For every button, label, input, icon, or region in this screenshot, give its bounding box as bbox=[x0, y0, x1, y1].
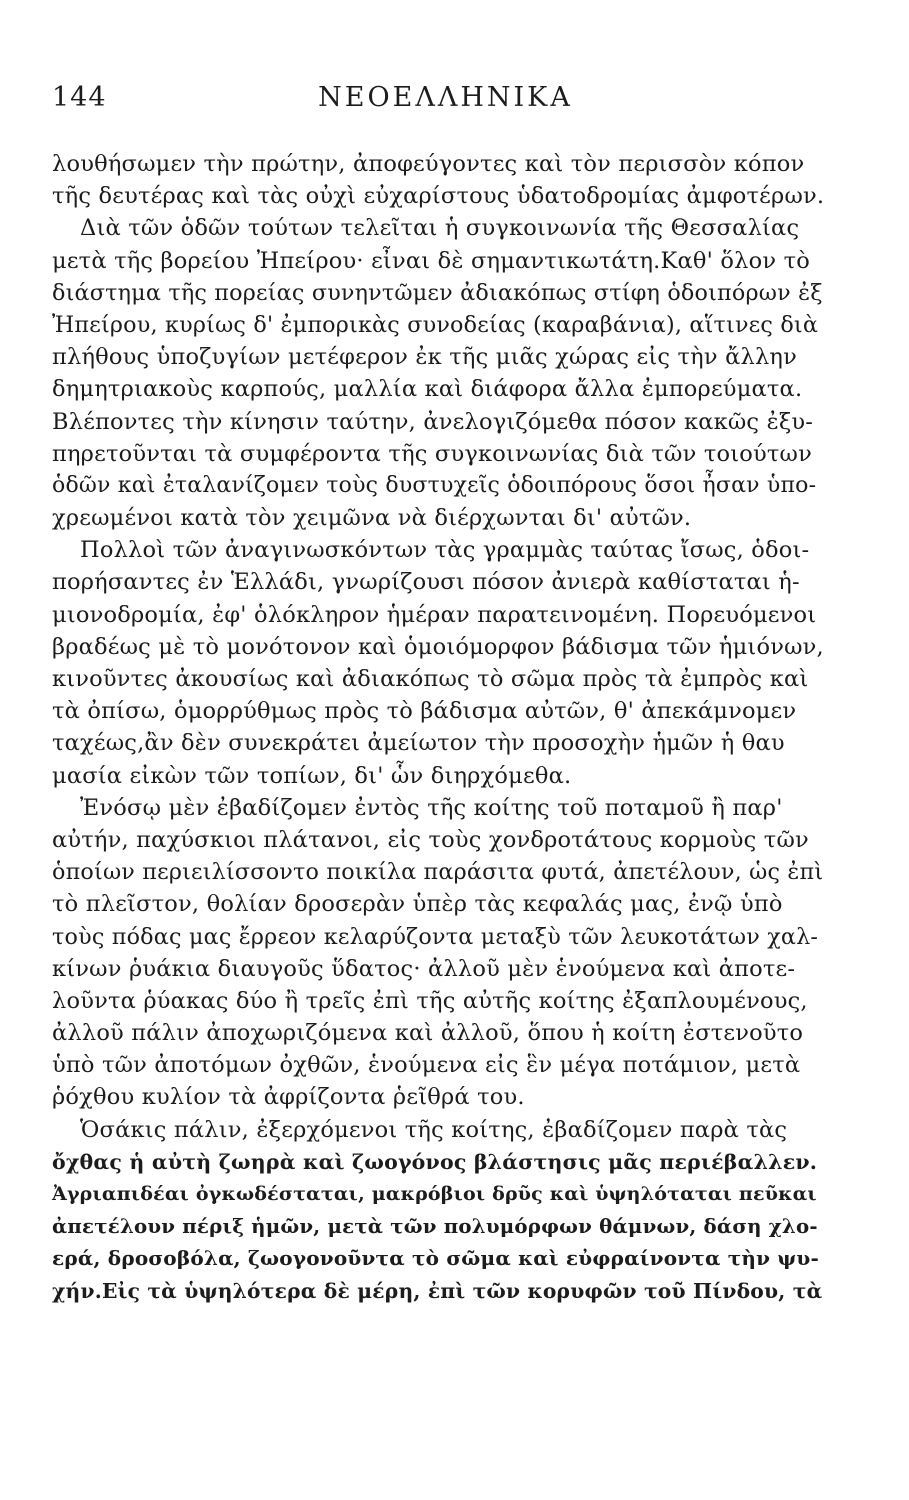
text-line: χήν.Εἰς τὰ ὑψηλότερα δὲ μέρη, ἐπὶ τῶν κορυφῶν τοῦ Πίνδου, τὰ bbox=[52, 1278, 823, 1303]
text-line: τοὺς πόδας μας ἔρρεον κελαρύζοντα μεταξὺ τῶν λευκοτάτων χαλ- bbox=[52, 923, 819, 950]
text-line: διάστημα τῆς πορείας συνηντῶμεν ἀδιακόπως στίφη ὁδοιπόρων ἐξ bbox=[52, 279, 823, 306]
text-line: τὸ πλεῖστον, θολίαν δροσερὰν ὑπὲρ τὰς κεφαλάς μας, ἐνῷ ὑπὸ bbox=[52, 891, 783, 918]
text-line: Πολλοὶ τῶν ἀναγινωσκόντων τὰς γραμμὰς ταύτας ἴσως, ὁδοι- bbox=[80, 537, 810, 564]
text-line: αὐτήν, παχύσκιοι πλάτανοι, εἰς τοὺς χονδροτάτους κορμοὺς τῶν bbox=[52, 826, 809, 853]
text-line: ὄχθας ἡ αὐτὴ ζωηρὰ καὶ ζωογόνος βλάστησις μᾶς περιέβαλλεν. bbox=[52, 1149, 818, 1174]
text-line: πλήθους ὑποζυγίων μετέφερον ἐκ τῆς μιᾶς χώρας εἰς τὴν ἄλλην bbox=[52, 344, 797, 371]
text-line: μιονοδρομία, ἐφ' ὁλόκληρον ἡμέραν παρατεινομένη. Πορευόμενοι bbox=[52, 601, 817, 628]
text-line: πορήσαντες ἐν Ἑλλάδι, γνωρίζουσι πόσον ἀνιερὰ καθίσταται ἡ- bbox=[52, 569, 800, 596]
text-line: δημητριακοὺς καρπούς, μαλλία καὶ διάφορα ἄλλα ἐμπορεύματα. bbox=[52, 376, 803, 403]
text-line: λουθήσωμεν τὴν πρώτην, ἀποφεύγοντες καὶ τὸν περισσὸν κόπον bbox=[52, 151, 805, 177]
text-line: Ἠπείρου, κυρίως δ' ἐμπορικὰς συνοδείας (καραβάνια), αἵτινες διὰ bbox=[52, 311, 819, 338]
page-number: 144 bbox=[52, 82, 107, 113]
text-line: μασία εἰκὼν τῶν τοπίων, δι' ὧν διηρχόμεθα. bbox=[52, 762, 572, 789]
text-line: τὰ ὀπίσω, ὁμορρύθμως πρὸς τὸ βάδισμα αὐτῶν, θ' ἀπεκάμνομεν bbox=[52, 698, 797, 725]
text-line: πηρετοῦνται τὰ συμφέροντα τῆς συγκοινωνίας διὰ τῶν τοιούτων bbox=[52, 440, 812, 467]
text-line: βραδέως μὲ τὸ μονότονον καὶ ὁμοιόμορφον βάδισμα τῶν ἡμιόνων, bbox=[52, 633, 824, 660]
text-line: ῥόχθου κυλίον τὰ ἀφρίζοντα ῥεῖθρά του. bbox=[52, 1084, 525, 1111]
text-line: ἀλλοῦ πάλιν ἀποχωριζόμενα καὶ ἀλλοῦ, ὅπου ἡ κοίτη ἐστενοῦτο bbox=[52, 1020, 804, 1047]
page-header bbox=[52, 82, 839, 122]
body-text bbox=[52, 148, 824, 1307]
text-line: κινοῦντες ἀκουσίως καὶ ἀδιακόπως τὸ σῶμα πρὸς τὰ ἐμπρὸς καὶ bbox=[52, 666, 809, 692]
text-line: ὁποίων περιειλίσσοντο ποικίλα παράσιτα φυτά, ἀπετέλουν, ὡς ἐπὶ bbox=[52, 859, 824, 886]
text-line: Ἐνόσῳ μὲν ἐβαδίζομεν ἐντὸς τῆς κοίτης τοῦ ποταμοῦ ἢ παρ' bbox=[80, 794, 783, 821]
text-line: κίνων ῥυάκια διαυγοῦς ὕδατος· ἀλλοῦ μὲν ἑνούμενα καὶ ἀποτε- bbox=[52, 955, 796, 982]
text-line: Βλέποντες τὴν κίνησιν ταύτην, ἀνελογιζόμεθα πόσον κακῶς ἐξυ- bbox=[52, 408, 814, 435]
text-line: ερά, δροσοβόλα, ζωογονοῦντα τὸ σῶμα καὶ εὐφραίνοντα τὴν ψυ- bbox=[52, 1246, 819, 1271]
text-line: ὑπὸ τῶν ἀποτόμων ὀχθῶν, ἑνούμενα εἰς ἓν μέγα ποτάμιον, μετὰ bbox=[52, 1052, 801, 1079]
text-line: τῆς δευτέρας καὶ τὰς οὐχὶ εὐχαρίστους ὑδατοδρομίας ἀμφοτέρων. bbox=[52, 183, 825, 210]
text-line: Ὁσάκις πάλιν, ἐξερχόμενοι τῆς κοίτης, ἐβαδίζομεν παρὰ τὰς bbox=[80, 1116, 788, 1143]
running-title: ΝΕΟΕΛΛΗΝΙΚΑ bbox=[318, 82, 573, 113]
text-line: ὁδῶν καὶ ἐταλανίζομεν τοὺς δυστυχεῖς ὁδοιπόρους ὅσοι ἦσαν ὑπο- bbox=[52, 472, 817, 498]
text-line: μετὰ τῆς βορείου Ἠπείρου· εἶναι δὲ σημαντικωτάτη.Καθ' ὅλον τὸ bbox=[52, 247, 810, 274]
text-line: λοῦντα ῥύακας δύο ἢ τρεῖς ἐπὶ τῆς αὐτῆς κοίτης ἐξαπλουμένους, bbox=[52, 987, 808, 1014]
text-line: ταχέως,ἂν δὲν συνεκράτει ἀμείωτον τὴν προσοχὴν ἡμῶν ἡ θαυ bbox=[52, 730, 785, 757]
text-line: χρεωμένοι κατὰ τὸν χειμῶνα νὰ διέρχωνται δι' αὐτῶν. bbox=[52, 505, 692, 532]
text-line: Ἀγριαπιδέαι ὀγκωδέσταται, μακρόβιοι δρῦς καὶ ὑψηλόταται πεῦκαι bbox=[52, 1183, 817, 1205]
text-line: Διὰ τῶν ὁδῶν τούτων τελεῖται ἡ συγκοινωνία τῆς Θεσσαλίας bbox=[80, 215, 800, 242]
text-line: ἀπετέλουν πέριξ ἡμῶν, μετὰ τῶν πολυμόρφων θάμνων, δάση χλο- bbox=[52, 1214, 818, 1239]
